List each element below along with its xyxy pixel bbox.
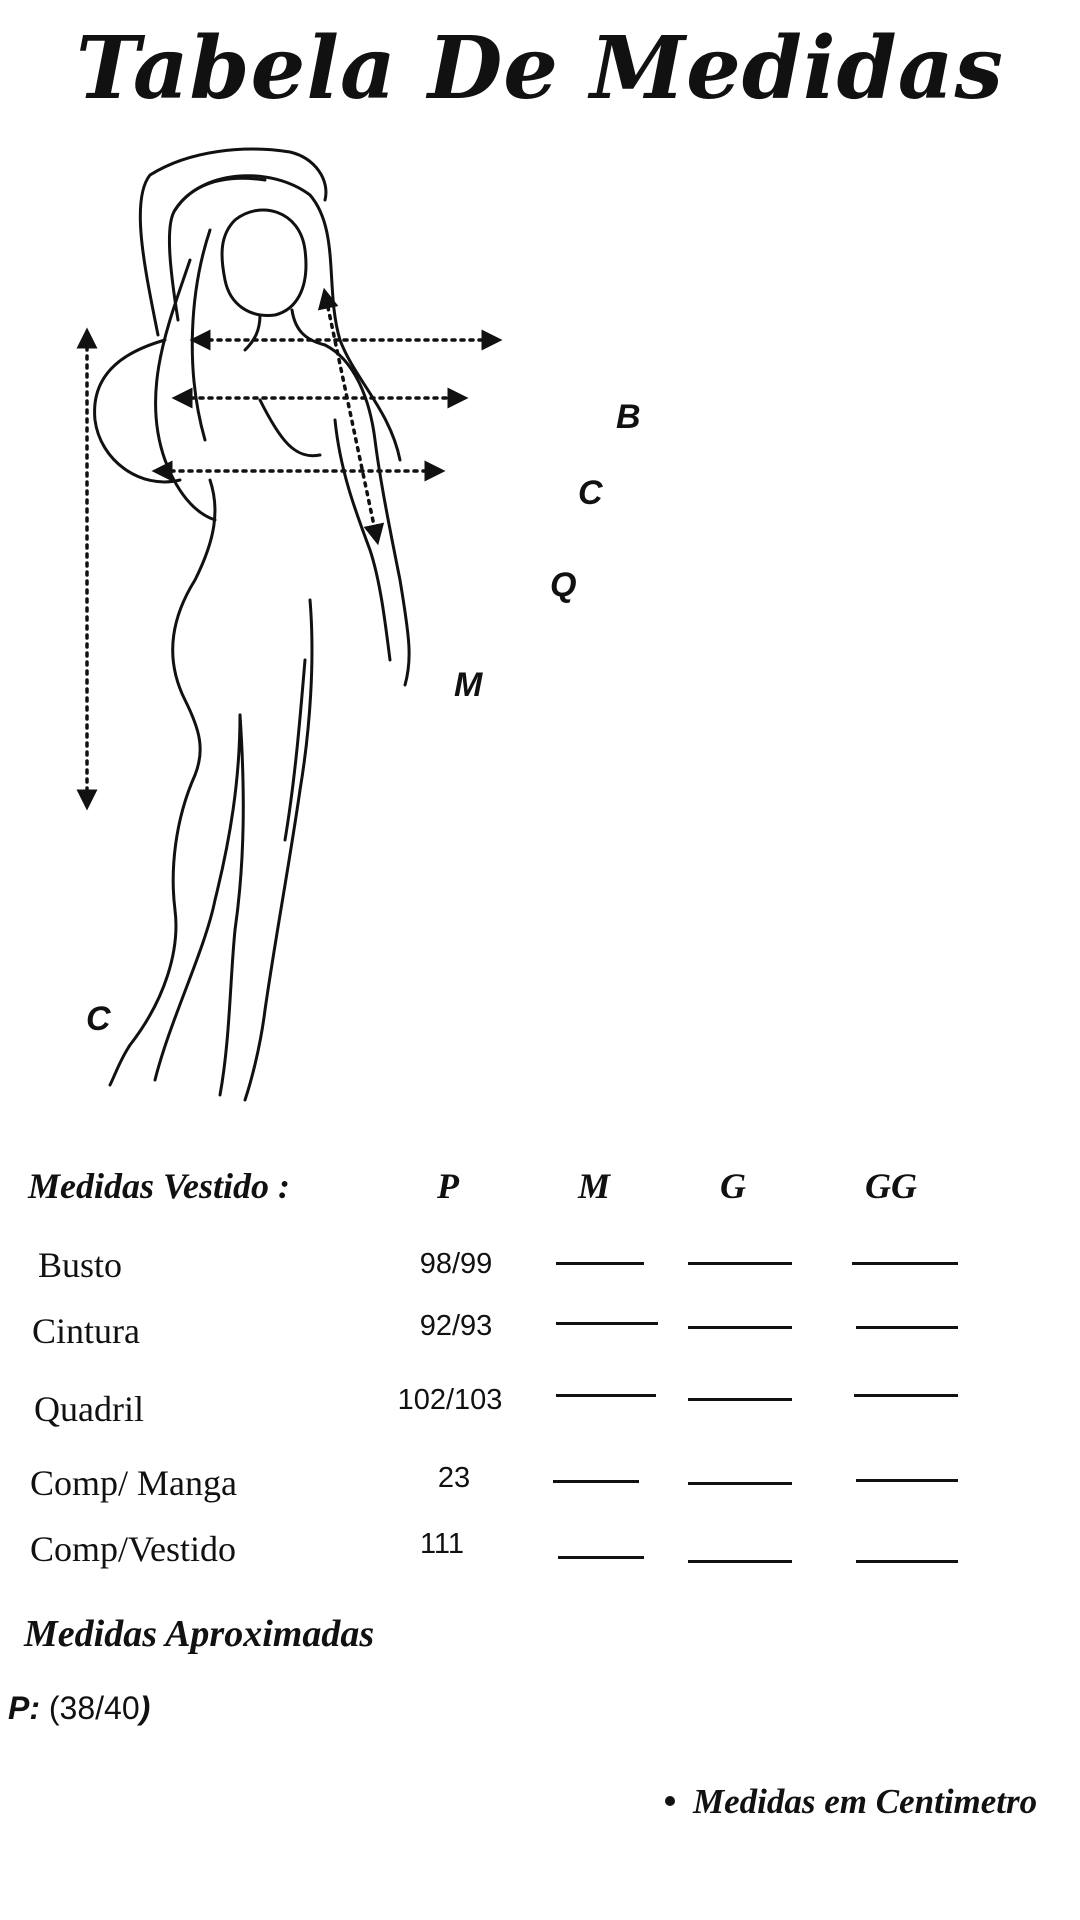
dash-comp-vestido-g [688,1560,792,1563]
dash-comp-vestido-gg [856,1560,958,1563]
dash-quadril-g [688,1398,792,1401]
dash-comp-manga-g [688,1482,792,1485]
table-header: Medidas Vestido : [28,1166,291,1206]
row-label-quadril: Quadril [34,1389,144,1429]
size-header-gg: GG [865,1166,917,1206]
bust-label: B [616,398,641,436]
dash-busto-gg [852,1262,958,1265]
row-value-busto-p: 98/99 [419,1248,493,1280]
dash-busto-m [556,1262,644,1265]
dash-cintura-gg [856,1326,958,1329]
left-leg [110,775,195,1085]
dash-quadril-gg [854,1394,958,1397]
approx-size-label: P: [8,1690,40,1726]
size-header-m: M [578,1166,611,1206]
row-label-comp-manga: Comp/ Manga [30,1463,237,1503]
dash-comp-vestido-m [558,1556,644,1559]
face [222,210,306,315]
row-label-cintura: Cintura [32,1311,140,1351]
length-label: C [86,1000,111,1038]
size-header-p: P [437,1166,459,1206]
size-header-g: G [720,1166,746,1206]
waist-label: C [578,474,603,512]
approx-title: Medidas Aproximadas [24,1613,375,1655]
dash-quadril-m [556,1394,656,1397]
units-note-text: Medidas em Centimetro [693,1782,1038,1821]
page-title: Tabela De Medidas [76,18,1004,119]
approx-size-line [8,1690,150,1727]
hip-label: Q [550,566,577,604]
row-value-comp-manga-p: 23 [437,1462,471,1494]
approx-size-range: (38/40 [40,1690,140,1726]
body-measurement-illustration [70,140,670,1120]
dash-cintura-m [556,1322,658,1325]
right-arm [325,345,409,685]
row-value-comp-vestido-p: 111 [419,1528,465,1560]
units-note [665,1782,1037,1822]
sleeve-label: M [454,666,483,704]
row-value-quadril-p: 102/103 [397,1384,503,1416]
right-leg [245,600,312,1100]
row-label-comp-vestido: Comp/Vestido [30,1529,237,1569]
dash-comp-manga-gg [856,1479,958,1482]
row-label-busto: Busto [38,1245,123,1285]
dash-comp-manga-m [553,1480,639,1483]
dash-busto-g [688,1262,792,1265]
approx-size-close: ) [139,1690,151,1726]
dash-cintura-g [688,1326,792,1329]
torso [173,480,215,775]
bullet-icon [665,1796,675,1806]
row-value-cintura-p: 92/93 [419,1310,493,1342]
